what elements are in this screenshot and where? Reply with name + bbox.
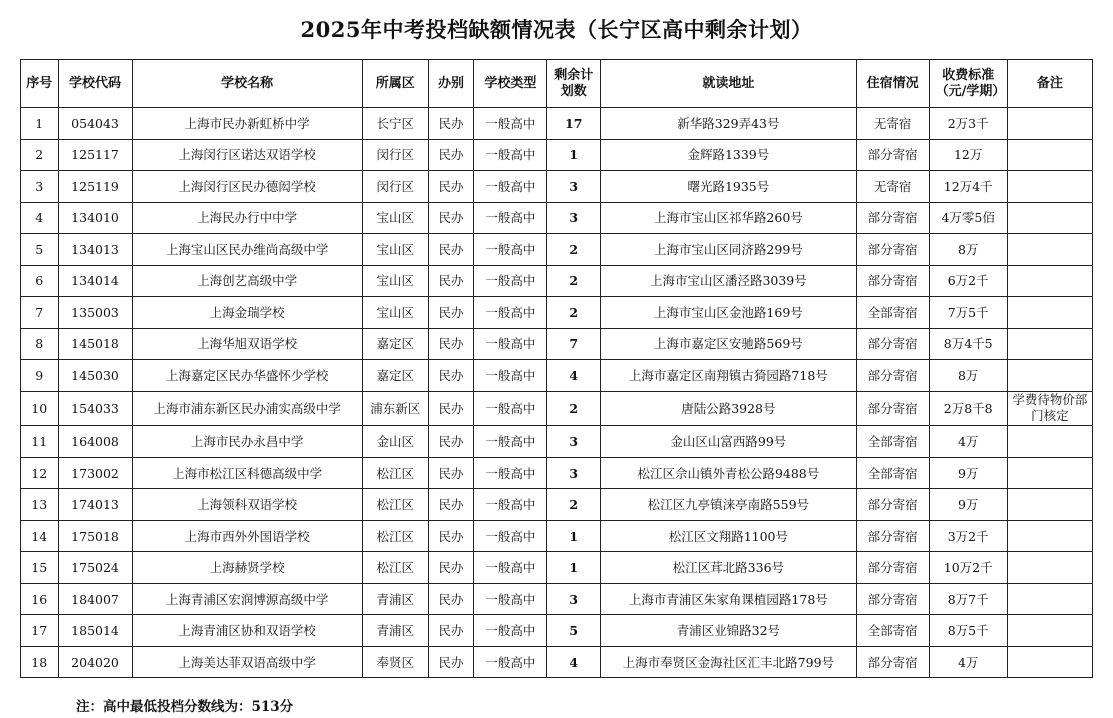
- cell-seq: 1: [21, 108, 59, 140]
- cell-district: 松江区: [362, 457, 428, 489]
- cell-ownership: 民办: [428, 171, 474, 203]
- cell-remark: [1007, 520, 1092, 552]
- cell-seq: 4: [21, 202, 59, 234]
- cell-address: 新华路329弄43号: [601, 108, 857, 140]
- table-row: [21, 202, 1093, 234]
- cell-address: 上海市嘉定区安驰路569号: [601, 328, 857, 360]
- cell-district: 浦东新区: [362, 391, 428, 426]
- cell-ownership: 民办: [428, 646, 474, 678]
- cell-district: 青浦区: [362, 583, 428, 615]
- cell-seq: 2: [21, 139, 59, 171]
- cell-address: 上海市奉贤区金海社区汇丰北路799号: [601, 646, 857, 678]
- cell-remark: [1007, 615, 1092, 647]
- cell-name: 上海美达菲双语高级中学: [132, 646, 362, 678]
- cell-remark: [1007, 328, 1092, 360]
- cell-fee: 4万: [929, 426, 1007, 458]
- cell-boarding: 全部寄宿: [856, 426, 929, 458]
- cell-fee: 7万5千: [929, 297, 1007, 329]
- cell-remaining: 1: [547, 139, 601, 171]
- cell-code: 125117: [58, 139, 132, 171]
- cell-name: 上海市民办永昌中学: [132, 426, 362, 458]
- table-row: [21, 139, 1093, 171]
- cell-seq: 3: [21, 171, 59, 203]
- cell-name: 上海青浦区宏润博源高级中学: [132, 583, 362, 615]
- cell-remaining: 4: [547, 360, 601, 392]
- cell-seq: 13: [21, 489, 59, 521]
- cell-remark: [1007, 202, 1092, 234]
- cell-type: 一般高中: [474, 265, 547, 297]
- cell-type: 一般高中: [474, 520, 547, 552]
- cell-fee: 10万2千: [929, 552, 1007, 584]
- cell-address: 上海市宝山区金池路169号: [601, 297, 857, 329]
- cell-fee: 4万: [929, 646, 1007, 678]
- footnote: 注：高中最低投档分数线为：513分: [76, 699, 294, 715]
- cell-remaining: 1: [547, 552, 601, 584]
- cell-type: 一般高中: [474, 328, 547, 360]
- cell-boarding: 全部寄宿: [856, 457, 929, 489]
- cell-ownership: 民办: [428, 360, 474, 392]
- cell-boarding: 无寄宿: [856, 108, 929, 140]
- cell-remaining: 3: [547, 426, 601, 458]
- table-row: [21, 552, 1093, 584]
- cell-code: 134010: [58, 202, 132, 234]
- cell-district: 青浦区: [362, 615, 428, 647]
- cell-fee: 8万: [929, 360, 1007, 392]
- cell-boarding: 部分寄宿: [856, 360, 929, 392]
- cell-seq: 7: [21, 297, 59, 329]
- cell-district: 宝山区: [362, 202, 428, 234]
- cell-name: 上海市民办新虹桥中学: [132, 108, 362, 140]
- cell-address: 上海市宝山区祁华路260号: [601, 202, 857, 234]
- cell-seq: 9: [21, 360, 59, 392]
- cell-fee: 12万4千: [929, 171, 1007, 203]
- table-row: [21, 234, 1093, 266]
- cell-address: 松江区文翔路1100号: [601, 520, 857, 552]
- cell-district: 闵行区: [362, 171, 428, 203]
- cell-district: 闵行区: [362, 139, 428, 171]
- cell-seq: 18: [21, 646, 59, 678]
- cell-boarding: 部分寄宿: [856, 552, 929, 584]
- cell-type: 一般高中: [474, 552, 547, 584]
- cell-remark: [1007, 297, 1092, 329]
- cell-type: 一般高中: [474, 489, 547, 521]
- cell-name: 上海创艺高级中学: [132, 265, 362, 297]
- cell-seq: 16: [21, 583, 59, 615]
- cell-seq: 14: [21, 520, 59, 552]
- cell-ownership: 民办: [428, 520, 474, 552]
- cell-remaining: 5: [547, 615, 601, 647]
- cell-remark: [1007, 234, 1092, 266]
- table-row: [21, 583, 1093, 615]
- cell-fee: 2万3千: [929, 108, 1007, 140]
- cell-boarding: 部分寄宿: [856, 139, 929, 171]
- cell-name: 上海市西外外国语学校: [132, 520, 362, 552]
- cell-district: 奉贤区: [362, 646, 428, 678]
- cell-code: 175018: [58, 520, 132, 552]
- cell-type: 一般高中: [474, 615, 547, 647]
- cell-ownership: 民办: [428, 457, 474, 489]
- cell-seq: 17: [21, 615, 59, 647]
- header-seq: 序号: [21, 60, 59, 108]
- cell-remark: [1007, 426, 1092, 458]
- cell-address: 上海市嘉定区南翔镇古猗园路718号: [601, 360, 857, 392]
- cell-fee: 12万: [929, 139, 1007, 171]
- cell-code: 134013: [58, 234, 132, 266]
- cell-fee: 3万2千: [929, 520, 1007, 552]
- cell-type: 一般高中: [474, 457, 547, 489]
- cell-remaining: 2: [547, 234, 601, 266]
- cell-district: 松江区: [362, 520, 428, 552]
- cell-code: 173002: [58, 457, 132, 489]
- cell-code: 054043: [58, 108, 132, 140]
- cell-district: 金山区: [362, 426, 428, 458]
- table-body: [21, 108, 1093, 678]
- cell-address: 曙光路1935号: [601, 171, 857, 203]
- cell-name: 上海华旭双语学校: [132, 328, 362, 360]
- cell-remark: [1007, 552, 1092, 584]
- header-remark: 备注: [1007, 60, 1092, 108]
- cell-remark: [1007, 457, 1092, 489]
- cell-name: 上海赫贤学校: [132, 552, 362, 584]
- cell-code: 164008: [58, 426, 132, 458]
- cell-seq: 6: [21, 265, 59, 297]
- cell-boarding: 无寄宿: [856, 171, 929, 203]
- cell-fee: 6万2千: [929, 265, 1007, 297]
- cell-fee: 9万: [929, 457, 1007, 489]
- cell-remark: 学费待物价部门核定: [1007, 391, 1092, 426]
- cell-name: 上海闵行区诺达双语学校: [132, 139, 362, 171]
- cell-name: 上海金瑞学校: [132, 297, 362, 329]
- cell-ownership: 民办: [428, 108, 474, 140]
- cell-boarding: 部分寄宿: [856, 646, 929, 678]
- cell-remaining: 2: [547, 297, 601, 329]
- cell-type: 一般高中: [474, 202, 547, 234]
- cell-remaining: 2: [547, 391, 601, 426]
- cell-ownership: 民办: [428, 391, 474, 426]
- cell-type: 一般高中: [474, 234, 547, 266]
- cell-remark: [1007, 646, 1092, 678]
- table-row: [21, 646, 1093, 678]
- header-address: 就读地址: [601, 60, 857, 108]
- cell-ownership: 民办: [428, 426, 474, 458]
- cell-district: 嘉定区: [362, 328, 428, 360]
- cell-district: 长宁区: [362, 108, 428, 140]
- cell-fee: 8万4千5: [929, 328, 1007, 360]
- header-boarding: 住宿情况: [856, 60, 929, 108]
- cell-district: 嘉定区: [362, 360, 428, 392]
- cell-name: 上海闵行区民办德闳学校: [132, 171, 362, 203]
- cell-code: 175024: [58, 552, 132, 584]
- cell-boarding: 部分寄宿: [856, 234, 929, 266]
- header-district: 所属区: [362, 60, 428, 108]
- cell-type: 一般高中: [474, 139, 547, 171]
- table-row: [21, 328, 1093, 360]
- cell-name: 上海市浦东新区民办浦实高级中学: [132, 391, 362, 426]
- cell-fee: 9万: [929, 489, 1007, 521]
- cell-remaining: 2: [547, 265, 601, 297]
- cell-type: 一般高中: [474, 108, 547, 140]
- table-row: [21, 108, 1093, 140]
- cell-code: 185014: [58, 615, 132, 647]
- cell-remaining: 1: [547, 520, 601, 552]
- cell-code: 145030: [58, 360, 132, 392]
- cell-boarding: 全部寄宿: [856, 297, 929, 329]
- cell-boarding: 部分寄宿: [856, 489, 929, 521]
- page-title: 2025年中考投档缺额情况表（长宁区高中剩余计划）: [300, 17, 813, 42]
- cell-code: 154033: [58, 391, 132, 426]
- cell-seq: 12: [21, 457, 59, 489]
- cell-seq: 5: [21, 234, 59, 266]
- header-type: 学校类型: [474, 60, 547, 108]
- cell-remark: [1007, 108, 1092, 140]
- cell-code: 174013: [58, 489, 132, 521]
- cell-remark: [1007, 583, 1092, 615]
- cell-remaining: 4: [547, 646, 601, 678]
- cell-remaining: 7: [547, 328, 601, 360]
- cell-boarding: 部分寄宿: [856, 391, 929, 426]
- table-row: [21, 489, 1093, 521]
- header-ownership: 办别: [428, 60, 474, 108]
- table-row: [21, 297, 1093, 329]
- cell-fee: 8万5千: [929, 615, 1007, 647]
- cell-name: 上海民办行中中学: [132, 202, 362, 234]
- cell-ownership: 民办: [428, 139, 474, 171]
- cell-fee: 8万: [929, 234, 1007, 266]
- cell-address: 金山区山富西路99号: [601, 426, 857, 458]
- cell-seq: 8: [21, 328, 59, 360]
- cell-district: 宝山区: [362, 265, 428, 297]
- cell-type: 一般高中: [474, 426, 547, 458]
- cell-seq: 10: [21, 391, 59, 426]
- cell-code: 135003: [58, 297, 132, 329]
- cell-ownership: 民办: [428, 552, 474, 584]
- cell-remaining: 3: [547, 583, 601, 615]
- cell-remark: [1007, 171, 1092, 203]
- cell-remark: [1007, 139, 1092, 171]
- cell-type: 一般高中: [474, 171, 547, 203]
- table-row: [21, 360, 1093, 392]
- header-row: [21, 60, 1093, 108]
- cell-district: 宝山区: [362, 234, 428, 266]
- cell-type: 一般高中: [474, 391, 547, 426]
- cell-fee: 2万8千8: [929, 391, 1007, 426]
- cell-ownership: 民办: [428, 328, 474, 360]
- cell-fee: 4万零5佰: [929, 202, 1007, 234]
- cell-address: 上海市宝山区同济路299号: [601, 234, 857, 266]
- table-row: [21, 615, 1093, 647]
- cell-fee: 8万7千: [929, 583, 1007, 615]
- cell-address: 上海市宝山区潘泾路3039号: [601, 265, 857, 297]
- cell-type: 一般高中: [474, 583, 547, 615]
- cell-district: 宝山区: [362, 297, 428, 329]
- table-row: [21, 520, 1093, 552]
- cell-name: 上海宝山区民办维尚高级中学: [132, 234, 362, 266]
- cell-address: 唐陆公路3928号: [601, 391, 857, 426]
- cell-type: 一般高中: [474, 360, 547, 392]
- cell-address: 青浦区业锦路32号: [601, 615, 857, 647]
- cell-type: 一般高中: [474, 297, 547, 329]
- cell-boarding: 部分寄宿: [856, 328, 929, 360]
- cell-remaining: 17: [547, 108, 601, 140]
- cell-boarding: 部分寄宿: [856, 202, 929, 234]
- cell-remaining: 3: [547, 171, 601, 203]
- cell-seq: 11: [21, 426, 59, 458]
- cell-type: 一般高中: [474, 646, 547, 678]
- cell-remark: [1007, 489, 1092, 521]
- cell-remaining: 3: [547, 202, 601, 234]
- cell-remark: [1007, 265, 1092, 297]
- cell-code: 204020: [58, 646, 132, 678]
- cell-ownership: 民办: [428, 297, 474, 329]
- header-code: 学校代码: [58, 60, 132, 108]
- cell-remaining: 2: [547, 489, 601, 521]
- cell-ownership: 民办: [428, 202, 474, 234]
- cell-code: 125119: [58, 171, 132, 203]
- cell-district: 松江区: [362, 552, 428, 584]
- cell-ownership: 民办: [428, 265, 474, 297]
- cell-name: 上海领科双语学校: [132, 489, 362, 521]
- table-row: [21, 265, 1093, 297]
- table-row: [21, 426, 1093, 458]
- cell-boarding: 部分寄宿: [856, 520, 929, 552]
- header-fee: 收费标准（元/学期）: [929, 60, 1007, 108]
- cell-address: 松江区佘山镇外青松公路9488号: [601, 457, 857, 489]
- table-row: [21, 457, 1093, 489]
- table-row: [21, 391, 1093, 426]
- remaining-plan-table: [20, 59, 1093, 678]
- cell-code: 184007: [58, 583, 132, 615]
- cell-remaining: 3: [547, 457, 601, 489]
- header-remaining: 剩余计划数: [547, 60, 601, 108]
- cell-code: 145018: [58, 328, 132, 360]
- cell-name: 上海嘉定区民办华盛怀少学校: [132, 360, 362, 392]
- table-row: [21, 171, 1093, 203]
- cell-code: 134014: [58, 265, 132, 297]
- cell-boarding: 部分寄宿: [856, 265, 929, 297]
- cell-ownership: 民办: [428, 583, 474, 615]
- cell-address: 金辉路1339号: [601, 139, 857, 171]
- cell-seq: 15: [21, 552, 59, 584]
- cell-ownership: 民办: [428, 615, 474, 647]
- cell-name: 上海青浦区协和双语学校: [132, 615, 362, 647]
- cell-remark: [1007, 360, 1092, 392]
- cell-district: 松江区: [362, 489, 428, 521]
- header-name: 学校名称: [132, 60, 362, 108]
- cell-address: 松江区茸北路336号: [601, 552, 857, 584]
- cell-name: 上海市松江区科德高级中学: [132, 457, 362, 489]
- cell-boarding: 部分寄宿: [856, 583, 929, 615]
- cell-ownership: 民办: [428, 489, 474, 521]
- cell-boarding: 全部寄宿: [856, 615, 929, 647]
- cell-address: 松江区九亭镇涞亭南路559号: [601, 489, 857, 521]
- cell-ownership: 民办: [428, 234, 474, 266]
- cell-address: 上海市青浦区朱家角课植园路178号: [601, 583, 857, 615]
